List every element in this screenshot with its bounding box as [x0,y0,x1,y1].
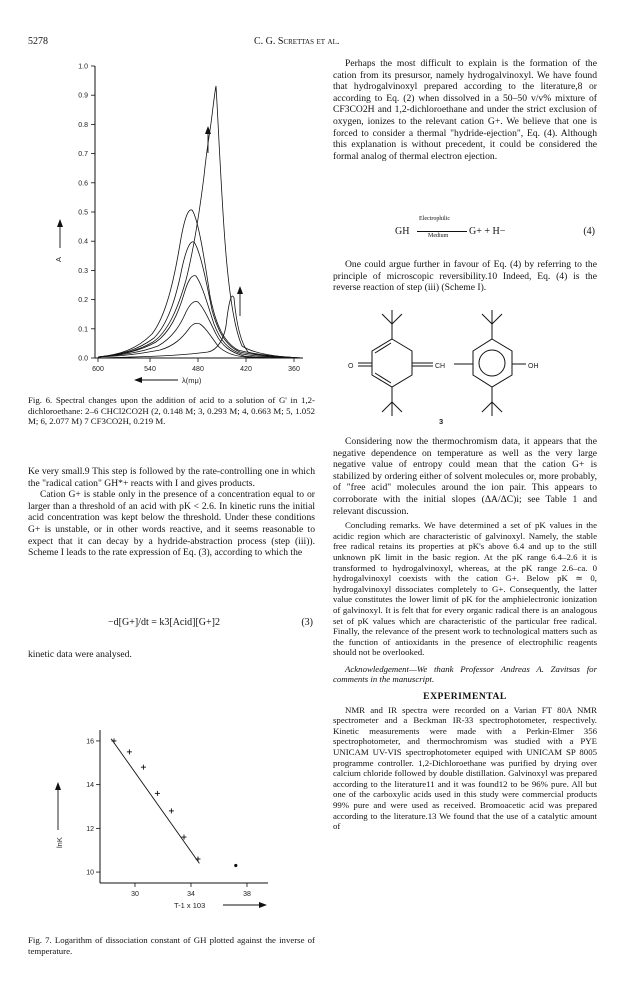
fig6-xtick-label: 480 [192,366,204,373]
fig6-ytick-label: 0.2 [78,297,88,305]
structure-oxygen: O [348,363,354,370]
fig6-spectrum-plot [28,58,318,388]
equation-4-arrow [417,231,467,232]
fig6-ytick-label: 0.8 [78,121,88,129]
fig6-xtick-label: 540 [144,366,156,373]
experimental-heading: EXPERIMENTAL [423,691,507,703]
fig6-ytick-label: 0.6 [78,180,88,188]
fig7-ylabel: lnK [55,837,64,848]
equation-4-number: (4) [583,226,595,237]
equation-4-arrow-top: Electrophilic [419,216,450,222]
fig7-xtick-label: 34 [187,891,195,898]
fig7-xtick-label: 30 [131,891,139,898]
equation-3-number: (3) [301,617,313,628]
fig7-ytick-label: 16 [86,738,94,746]
fig6-caption: Fig. 6. Spectral changes upon the addition of acid to a solution of G' in 1,2-dichloroethane: 2–6 CHCl2CO2H (2, 0.148 M; 3, 0.293 M; 4, 0.663 M; 5, 1.052 M; 6, 2.077 M) 7 CF3CO2H, 0.219 M. [28,395,315,427]
fig7-ytick-label: 14 [86,782,94,790]
fig7-data-point [141,765,146,770]
experimental-paragraph: NMR and IR spectra were recorded on a Varian FT 80A NMR spectrometer and a Beckman IR-33 spectrophotometer, respectively. Kinetic measurements were made with a Perkin-Elmer 356 spectrophotometer, and thermochromism was studied with a PYE UNICAM UV-VIS spectrophotometer equiped with UNICAM SP 8005 programme controller. 1,2-Dichloroethane was purified by drying over calcium chloride followed by double distillation. Galvinoxyl was prepared according to the literature11 and it was found12 to be 96% pure. All but one of the carboxylic acids used in this study were commercial products 99% pure and were used as received. Bromoacetic acid was prepared according to the literature.13 We found that the use of a catalytic amount of [333,704,597,832]
running-title: C. G. Screttas et al. [254,36,340,47]
equation-4-arrow-bottom: Medium [428,233,449,239]
equation-3-body: −d[G+]/dt = k3[Acid][G+]2 [108,617,220,628]
right-text-lower [333,436,597,832]
left-paragraph-1: Ke very small.9 This step is followed by the rate-controlling one in which the "radical cation" GH*+ reacts with I and gives products. [28,466,315,489]
fig7-ytick-label: 10 [86,869,94,877]
fig6-ytick-label: 1.0 [78,63,88,71]
left-column-text [28,466,315,559]
fig6-xtick-label: 600 [92,366,104,373]
fig6-curve-1 [98,86,303,358]
fig7-data-point [196,856,201,861]
fig6-ytick-label: 0.0 [78,355,88,363]
fig7-data-point [169,808,174,813]
equation-4 [333,216,597,244]
acknowledgement: Acknowledgement—We thank Professor Andreas A. Zavitsas for comments in the manuscript. [333,663,597,685]
fig7-data-point [155,791,160,796]
fig7-xlabel: T-1 x 103 [174,901,206,910]
structure-compound-number: 3 [439,417,444,426]
fig6-ylabel: A [54,256,63,262]
fig6-ytick-label: 0.7 [78,151,88,159]
equation-4-right: G+ + H− [469,226,506,237]
fig7-data-point [127,749,132,754]
fig6-curve-3 [98,242,303,358]
fig6-xlabel: λ(mμ) [182,376,202,385]
fig7-fit-line [111,739,199,864]
fig6-curve-4 [98,276,303,358]
equation-4-left: GH [395,226,410,237]
fig6-ytick-label: 0.1 [78,326,88,334]
structure-ch: CH [435,363,446,370]
structure-oh: OH [528,363,539,370]
left-paragraph-3: kinetic data were analysed. [28,649,132,660]
right-paragraph-2: One could argue further in favour of Eq. (4) by referring to the principle of microscopic reversibility.10 Indeed, Eq. (4) is the reverse reaction of step (iii) (Scheme I). [333,259,597,294]
concluding-remarks: Concluding remarks. We have determined a set of pK values in the acidic region which are characteristic of galvinoxyl. Namely, the stable free radical retains its properties at pK's above 6.4 and up to the still unknown pK limit in the basic region. At the pK range 6.4–2.6 it is transformed to hydrogalvinoxyl, whereas, at the pK range 2.6–ca. 0 hydrogalvinoxyl coexists with the cation G+. Below pK ≃ 0, hydrogalvinoxyl dissociates completely to G+. Consequently, the latter value constitutes the lower limit of pK for the amphielectronic ionization of galvinoxyl. It is felt that for every organic radical there is an analogous set of pK values which are characteristic of the particular free radical. Finally, the relevance of the present work to technological matters such as the function of antioxidants in the presence of electrophilic reagents should not be overlooked. [333,520,597,658]
fig6-xtick-label: 420 [240,366,252,373]
galvinoxyl-structure [340,306,590,428]
fig6-ytick-label: 0.3 [78,267,88,275]
fig7-caption: Fig. 7. Logarithm of dissociation constant of GH plotted against the inverse of temperature. [28,935,315,956]
fig7-data-point [112,738,117,743]
fig6-ytick-label: 0.9 [78,92,88,100]
page-number: 5278 [28,36,48,47]
fig7-ytick-label: 12 [86,825,94,833]
fig6-ytick-label: 0.4 [78,238,88,246]
left-paragraph-2: Cation G+ is stable only in the presence of a concentration equal to or larger than a threshold of an acid with pK < 2.6. In kinetic runs the initial acid concentration was kept below the threshold. Under these conditions G+ is unstable, or in other words reactive, and it seems reasonable to expect that it can decay by a hydride-abstraction process (step (iii)). Scheme I leads to the rate expression of Eq. (3), according to which the [28,489,315,559]
fig7-data-point [234,864,237,867]
fig6-ytick-label: 0.5 [78,209,88,217]
right-paragraph-3: Considering now the thermochromism data, it appears that the negative dependence on temperature as well as the very large negative value of entropy could mean that the cation G+ is stabilized by ordering either of solvent molecules or, more probably, of "free acid" molecules around the ion pair. This appears to corroborate with the initial slopes (ΔA/ΔC)i; see Table 1 and relevant discussion. [333,436,597,517]
right-paragraph-1: Perhaps the most difficult to explain is the formation of the cation from its presursor, namely hydrogalvinoxyl. We have found that hydrogalvinoxyl prepared according to the literature,8 or according to Eq. (2) when dissolved in a 50–50 v/v% mixture of CF3CO2H and 1,2-dichloroethane and under the strict exclusion of oxygen, ionizes to the relevant cation G+. We believe that one is forced to consider a thermal "hydride-ejection", Eq. (4). Although this explanation is without precedent, it could be considered the formal analog of thermal electron ejection. [333,58,597,162]
fig7-lnK-plot [28,700,318,915]
fig6-xtick-label: 360 [288,366,300,373]
fig7-xtick-label: 38 [243,891,251,898]
